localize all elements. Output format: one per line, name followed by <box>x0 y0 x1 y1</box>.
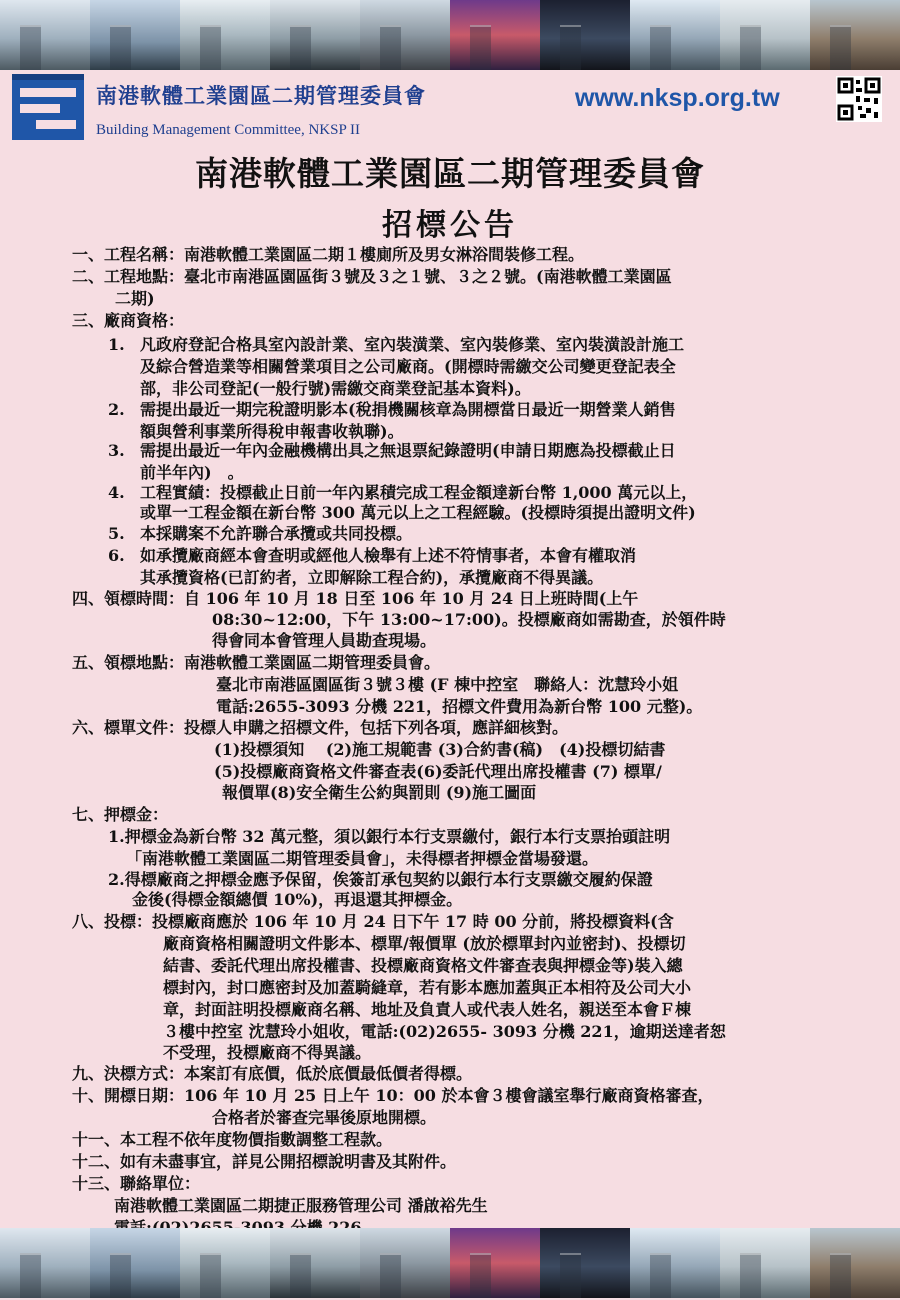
contact-company: 南港軟體工業園區二期捷正服務管理公司 潘啟裕先生 <box>114 1196 488 1215</box>
section-1-project-name: 一、工程名稱：南港軟體工業園區二期１樓廁所及男女淋浴間裝修工程。 <box>72 245 585 264</box>
qualification-text: 前半年內) 。 <box>140 463 244 482</box>
section-8-bidding-cont: 不受理，投標廠商不得異議。 <box>163 1043 372 1062</box>
organization-name-en: Building Management Committee, NKSP II <box>96 122 361 138</box>
qualification-text: 其承攬資格(已訂約者，立即解除工程合約)，承攬廠商不得異議。 <box>140 568 604 587</box>
notice-subtitle: 招標公告 <box>382 208 518 243</box>
qualification-text: 部，非公司登記(一般行號)需繳交商業登記基本資料)。 <box>140 379 531 398</box>
section-4-pickup-time: 四、領標時間：自 106 年 10 月 18 日至 106 年 10 月 24 日上班時間(上午 <box>72 589 639 608</box>
section-6-documents: 六、標單文件：投標人申購之招標文件，包括下列各項，應詳細核對。 <box>72 718 569 737</box>
website-url[interactable]: www.nksp.org.tw <box>575 84 780 112</box>
section-9-award-method: 九、決標方式：本案訂有底價，低於底價最低價者得標。 <box>72 1064 473 1083</box>
qualification-number: 5. <box>108 524 125 543</box>
section-7-deposit-item: 2.得標廠商之押標金應予保留，俟簽訂承包契約以銀行本行支票繳交履約保證 <box>108 870 653 889</box>
section-10-opening-date: 十、開標日期：106 年 10 月 25 日上午 10：00 於本會３樓會議室舉行廠商資格審查， <box>72 1086 714 1105</box>
section-7-deposit-item: 金後(得標金額總價 10%)，再退還其押標金。 <box>132 890 463 909</box>
qualification-text: 凡政府登記合格具室內設計業、室內裝潢業、室內裝修業、室內裝潢設計施工 <box>140 335 685 354</box>
qualification-text: 需提出最近一年內金融機構出具之無退票紀錄證明(申請日期應為投標截止日 <box>140 441 676 460</box>
section-6-documents-list: 報價單(8)安全衛生公約與罰則 (9)施工圖面 <box>222 783 537 802</box>
qualification-text: 工程實績：投標截止日前一年內累積完成工程金額達新台幣 1,000 萬元以上， <box>140 483 698 502</box>
qualification-number: 6. <box>108 546 125 565</box>
section-2-location-cont: 二期) <box>115 289 155 308</box>
section-4-pickup-time-cont: 08:30~12:00，下午 13:00~17:00)。投標廠商如需勘查，於領件時 <box>212 610 726 629</box>
building-photo <box>720 1228 810 1298</box>
section-11-price-index: 十一、本工程不依年度物價指數調整工程款。 <box>72 1130 393 1149</box>
section-8-bidding-cont: 標封內，封口應密封及加蓋騎縫章，若有影本應加蓋與正本相符及公司大小 <box>163 978 692 997</box>
qualification-number: 3. <box>108 441 125 460</box>
qualification-number: 1. <box>108 335 125 354</box>
building-photo <box>90 1228 180 1298</box>
building-photo <box>270 1228 360 1298</box>
building-photo <box>810 1228 900 1298</box>
section-7-deposit-item: 1.押標金為新台幣 32 萬元整，須以銀行本行支票繳付，銀行本行支票抬頭註明 <box>108 827 671 846</box>
qualification-text: 如承攬廠商經本會查明或經他人檢舉有上述不符情事者，本會有權取消 <box>140 546 637 565</box>
section-8-bidding: 八、投標：投標廠商應於 106 年 10 月 24 日下午 17 時 00 分前，將投標資料(含 <box>72 912 674 931</box>
section-12-other-matters: 十二、如有未盡事宜，詳見公開招標說明書及其附件。 <box>72 1152 457 1171</box>
section-7-deposit-item: 「南港軟體工業園區二期管理委員會」，未得標者押標金當場發還。 <box>126 849 599 868</box>
section-5-pickup-location: 五、領標地點：南港軟體工業園區二期管理委員會。 <box>72 653 441 672</box>
section-7-deposit: 七、押標金： <box>72 805 169 824</box>
section-8-bidding-cont: ３樓中控室 沈慧玲小姐收，電話:(02)2655- 3093 分機 221，逾期送達者恕 <box>163 1022 726 1041</box>
qualification-text: 或單一工程金額在新台幣 300 萬元以上之工程經驗。(投標時須提出證明文件) <box>140 503 696 522</box>
building-photo <box>0 1228 90 1298</box>
notice-title: 南港軟體工業園區二期管理委員會 <box>195 154 705 193</box>
section-8-bidding-cont: 章，封面註明投標廠商名稱、地址及負責人或代表人姓名，親送至本會Ｆ棟 <box>163 1000 692 1019</box>
building-photo <box>540 1228 630 1298</box>
section-5-pickup-location-cont: 臺北市南港區園區街３號３樓 (F 棟中控室 聯絡人：沈慧玲小姐 <box>216 675 679 694</box>
section-2-location: 二、工程地點：臺北市南港區園區街３號及３之１號、３之２號。(南港軟體工業園區 <box>72 267 672 286</box>
section-6-documents-list: (5)投標廠商資格文件審查表(6)委託代理出席投權書 (7) 標單/ <box>214 762 662 781</box>
section-10-opening-date-cont: 合格者於審查完畢後原地開標。 <box>212 1108 437 1127</box>
section-5-pickup-location-cont: 電話:2655-3093 分機 221，招標文件費用為新台幣 100 元整)。 <box>216 697 703 716</box>
qualification-text: 額與營利事業所得稅申報書收執聯)。 <box>140 422 404 441</box>
building-photo <box>450 1228 540 1298</box>
qualification-text: 及綜合營造業等相關營業項目之公司廠商。(開標時需繳交公司變更登記表全 <box>140 357 676 376</box>
qualification-number: 2. <box>108 400 125 419</box>
section-4-pickup-time-cont: 得會同本會管理人員勘查現場。 <box>212 631 437 650</box>
section-8-bidding-cont: 結書、委託代理出席投權書、投標廠商資格文件審查表與押標金等)裝入總 <box>163 956 683 975</box>
section-3-heading: 三、廠商資格： <box>72 311 185 330</box>
section-6-documents-list: (1)投標須知 (2)施工規範書 (3)合約書(稿) (4)投標切結書 <box>214 740 666 759</box>
building-photo <box>630 1228 720 1298</box>
section-13-contact: 十三、聯絡單位： <box>72 1174 201 1193</box>
organization-name-zh: 南港軟體工業園區二期管理委員會 <box>96 84 426 108</box>
section-8-bidding-cont: 廠商資格相關證明文件影本、標單/報價單 (放於標單封內並密封)、投標切 <box>163 934 686 953</box>
bottom-photo-strip <box>0 1228 900 1298</box>
building-photo <box>180 1228 270 1298</box>
building-photo <box>360 1228 450 1298</box>
qualification-text: 需提出最近一期完稅證明影本(稅捐機關核章為開標當日最近一期營業人銷售 <box>140 400 676 419</box>
qualification-number: 4. <box>108 483 125 502</box>
qualification-text: 本採購案不允許聯合承攬或共同投標。 <box>140 524 413 543</box>
